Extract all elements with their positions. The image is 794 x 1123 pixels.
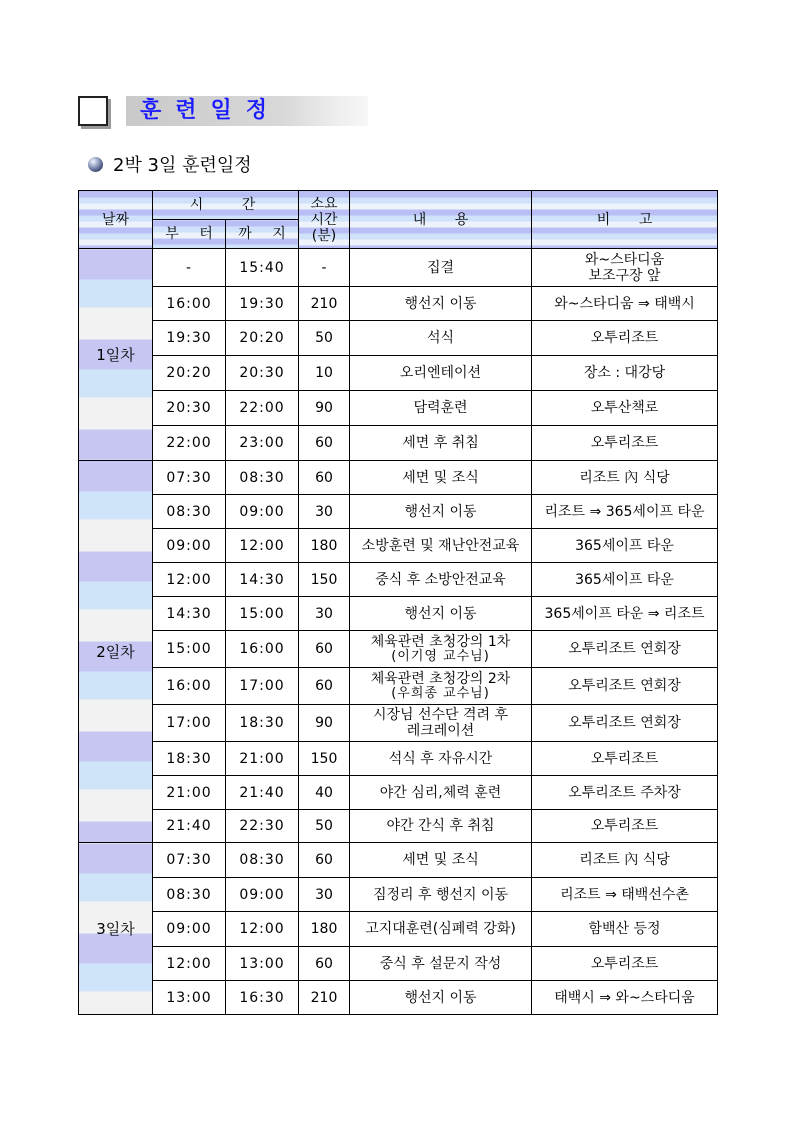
table-row xyxy=(79,249,718,287)
time-from-text: 09:00 xyxy=(166,921,212,937)
table-row xyxy=(79,843,718,878)
time-to-text: 23:00 xyxy=(239,435,285,451)
activity-content xyxy=(350,563,532,597)
activity-content-text: 행선지 이동 xyxy=(404,503,477,520)
duration-minutes xyxy=(299,668,350,705)
time-from xyxy=(153,249,226,287)
remark xyxy=(532,287,718,321)
time-to-text: 22:00 xyxy=(239,400,285,416)
duration-minutes xyxy=(299,912,350,947)
duration-minutes xyxy=(299,742,350,776)
activity-content-text: 오리엔테이션 xyxy=(399,365,482,381)
table-row xyxy=(79,391,718,426)
activity-content xyxy=(350,668,532,705)
remark-text: 장소 : 대강당 xyxy=(583,365,666,381)
time-to-text: 08:30 xyxy=(239,469,285,486)
header-time xyxy=(153,191,299,220)
time-to-text: 15:00 xyxy=(239,605,285,622)
remark-text: 태백시 ⇒ 와~스타디움 xyxy=(554,989,695,1006)
table-row xyxy=(79,631,718,668)
remark xyxy=(532,742,718,776)
time-from-text: 09:00 xyxy=(166,537,212,554)
activity-content xyxy=(350,495,532,529)
remark xyxy=(532,321,718,356)
duration-minutes xyxy=(299,810,350,843)
remark-text: 리조트 內 식당 xyxy=(579,469,670,486)
duration-minutes xyxy=(299,495,350,529)
time-to-text: 12:00 xyxy=(239,537,285,554)
duration-minutes xyxy=(299,287,350,321)
time-to-text: 20:20 xyxy=(239,330,285,346)
time-to xyxy=(226,810,299,843)
activity-content xyxy=(350,912,532,947)
duration-minutes xyxy=(299,981,350,1015)
remark-text: 리조트 內 식당 xyxy=(579,852,670,868)
time-from-text: 16:00 xyxy=(166,678,212,694)
time-to xyxy=(226,843,299,878)
remark-text: 함백산 등정 xyxy=(588,921,661,937)
header-date-label: 날짜 xyxy=(101,211,130,228)
activity-content-text: 석식 xyxy=(426,330,455,346)
duration-minutes-text: 30 xyxy=(315,886,333,903)
activity-content xyxy=(350,529,532,563)
time-from xyxy=(153,705,226,742)
duration-minutes xyxy=(299,843,350,878)
remark xyxy=(532,529,718,563)
table-row xyxy=(79,947,718,981)
activity-note: (이기영 교수님) xyxy=(391,649,490,664)
table-row xyxy=(79,461,718,495)
activity-content-text: 체육관련 초청강의 1차 xyxy=(370,634,511,650)
activity-content-text: 행선지 이동 xyxy=(404,295,477,312)
time-from-text: 19:30 xyxy=(166,330,212,346)
remark-text: 와~스타디움 ⇒ 태백시 xyxy=(554,295,695,312)
activity-content-text: 담력훈련 xyxy=(413,400,468,416)
remark-text: 오투리조트 연회장 xyxy=(568,678,681,694)
duration-minutes-text: 60 xyxy=(315,469,333,486)
time-from-text: 21:40 xyxy=(166,818,212,834)
remark xyxy=(532,912,718,947)
table-row xyxy=(79,356,718,391)
time-to-text: 08:30 xyxy=(239,852,285,868)
remark xyxy=(532,947,718,981)
time-from-text: 13:00 xyxy=(166,989,212,1006)
activity-content xyxy=(350,705,532,742)
time-to xyxy=(226,668,299,705)
activity-content-text: 행선지 이동 xyxy=(404,605,477,622)
activity-content xyxy=(350,843,532,878)
duration-minutes xyxy=(299,597,350,631)
remark-text: 오투리조트 xyxy=(590,818,659,834)
remark xyxy=(532,426,718,461)
remark-text: 오투리조트 xyxy=(590,330,659,346)
time-from-text: 17:00 xyxy=(166,715,212,731)
time-to xyxy=(226,249,299,287)
time-to-text: 22:30 xyxy=(239,818,285,834)
activity-content xyxy=(350,249,532,287)
remark-text: 오투리조트 xyxy=(590,750,659,767)
time-to xyxy=(226,356,299,391)
activity-content xyxy=(350,810,532,843)
sphere-bullet-icon xyxy=(88,157,103,172)
time-from xyxy=(153,426,226,461)
time-from xyxy=(153,981,226,1015)
time-from-text: 22:00 xyxy=(166,435,212,451)
time-from-text: 18:30 xyxy=(166,750,212,767)
duration-minutes xyxy=(299,356,350,391)
remark xyxy=(532,705,718,742)
time-from-text: - xyxy=(185,259,193,276)
time-to-text: 19:30 xyxy=(239,295,285,312)
remark-text: 오투리조트 연회장 xyxy=(568,641,681,657)
table-row xyxy=(79,742,718,776)
header-date xyxy=(79,191,153,249)
time-from xyxy=(153,776,226,810)
time-from xyxy=(153,461,226,495)
remark-text: 오투리조트 xyxy=(590,955,659,972)
activity-content xyxy=(350,287,532,321)
time-to xyxy=(226,631,299,668)
day-label: 2일차 xyxy=(79,461,153,843)
table-row xyxy=(79,529,718,563)
time-to xyxy=(226,529,299,563)
time-from-text: 12:00 xyxy=(166,955,212,972)
time-to xyxy=(226,321,299,356)
remark xyxy=(532,391,718,426)
time-to-text: 20:30 xyxy=(239,365,285,381)
duration-minutes xyxy=(299,631,350,668)
remark xyxy=(532,668,718,705)
activity-content-text: 행선지 이동 xyxy=(404,989,477,1006)
time-to-text: 14:30 xyxy=(239,571,285,588)
time-from xyxy=(153,878,226,912)
table-row xyxy=(79,321,718,356)
time-from xyxy=(153,563,226,597)
header-duration-line3: (분) xyxy=(311,227,337,244)
header-from-label: 부 터 xyxy=(165,226,213,242)
activity-content xyxy=(350,776,532,810)
time-to xyxy=(226,287,299,321)
day-label: 1일차 xyxy=(79,249,153,461)
remark-text: 리조트 ⇒ 태백선수촌 xyxy=(560,886,689,903)
activity-content-text: 세면 및 조식 xyxy=(402,852,479,868)
table-row xyxy=(79,810,718,843)
header-remarks-label: 비 고 xyxy=(596,211,653,228)
section-title-bar xyxy=(126,96,368,126)
header-content xyxy=(350,191,532,249)
remark-text: 리조트 ⇒ 365세이프 타운 xyxy=(544,503,705,520)
duration-minutes xyxy=(299,461,350,495)
activity-content xyxy=(350,597,532,631)
time-to xyxy=(226,912,299,947)
day-label: 3일차 xyxy=(79,843,153,1015)
remark-text: 오투리조트 xyxy=(590,435,659,451)
table-row xyxy=(79,426,718,461)
header-duration-line2: 시간 xyxy=(310,211,338,228)
time-from xyxy=(153,529,226,563)
duration-minutes xyxy=(299,249,350,287)
time-from xyxy=(153,843,226,878)
activity-content xyxy=(350,391,532,426)
time-to xyxy=(226,597,299,631)
activity-content xyxy=(350,878,532,912)
duration-minutes-text: 30 xyxy=(315,503,333,520)
time-from-text: 08:30 xyxy=(166,503,212,520)
time-to xyxy=(226,426,299,461)
time-to-text: 21:40 xyxy=(239,784,285,801)
duration-minutes-text: - xyxy=(321,259,327,276)
activity-note: (우희종 교수님) xyxy=(391,686,490,701)
duration-minutes-text: 90 xyxy=(315,400,333,416)
header-from xyxy=(153,220,226,249)
duration-minutes xyxy=(299,391,350,426)
activity-content-text: 소방훈련 및 재난안전교육 xyxy=(361,537,520,554)
duration-minutes xyxy=(299,321,350,356)
time-to xyxy=(226,776,299,810)
time-to xyxy=(226,742,299,776)
time-from xyxy=(153,631,226,668)
duration-minutes-text: 180 xyxy=(310,537,338,554)
time-from xyxy=(153,287,226,321)
remark xyxy=(532,776,718,810)
time-from xyxy=(153,912,226,947)
table-row xyxy=(79,878,718,912)
remark xyxy=(532,981,718,1015)
remark xyxy=(532,356,718,391)
duration-minutes-text: 30 xyxy=(315,605,333,622)
time-to xyxy=(226,461,299,495)
duration-minutes-text: 60 xyxy=(315,852,333,868)
remark xyxy=(532,631,718,668)
activity-content xyxy=(350,321,532,356)
table-row xyxy=(79,668,718,705)
table-row xyxy=(79,912,718,947)
time-to xyxy=(226,878,299,912)
duration-minutes xyxy=(299,947,350,981)
time-from-text: 08:30 xyxy=(166,886,212,903)
section-heading xyxy=(78,96,368,129)
schedule-table xyxy=(78,190,718,1015)
duration-minutes-text: 150 xyxy=(310,571,338,588)
remark xyxy=(532,461,718,495)
activity-content xyxy=(350,461,532,495)
time-to-text: 16:00 xyxy=(239,641,285,657)
header-to xyxy=(226,220,299,249)
header-to-label: 까 지 xyxy=(238,226,286,242)
duration-minutes-text: 60 xyxy=(315,435,333,451)
activity-content-text: 야간 간식 후 취침 xyxy=(386,818,495,834)
time-to xyxy=(226,981,299,1015)
remark-text: 365세이프 타운 ⇒ 리조트 xyxy=(544,605,705,622)
activity-content xyxy=(350,742,532,776)
time-from xyxy=(153,668,226,705)
checkbox-square-icon xyxy=(78,96,108,126)
time-to-text: 15:40 xyxy=(239,259,285,276)
activity-content-text: 세면 및 조식 xyxy=(402,469,479,486)
duration-minutes-text: 210 xyxy=(310,989,338,1006)
time-to-text: 13:00 xyxy=(239,955,285,972)
time-from-text: 20:20 xyxy=(166,365,212,381)
table-row xyxy=(79,705,718,742)
time-from-text: 16:00 xyxy=(166,295,212,312)
time-from xyxy=(153,597,226,631)
remark-text: 오투산책로 xyxy=(590,400,659,416)
time-from-text: 12:00 xyxy=(166,571,212,588)
activity-content xyxy=(350,356,532,391)
remark xyxy=(532,495,718,529)
duration-minutes-text: 60 xyxy=(315,955,333,972)
remark-text: 365세이프 타운 xyxy=(575,571,674,588)
activity-content-text: 체육관련 초청강의 2차 xyxy=(370,671,511,687)
remark-text: 오투리조트 주차장 xyxy=(568,784,681,801)
activity-content xyxy=(350,426,532,461)
remark-line2: 보조구장 앞 xyxy=(588,267,661,284)
time-to-text: 17:00 xyxy=(239,678,285,694)
time-to-text: 18:30 xyxy=(239,715,285,731)
duration-minutes-text: 50 xyxy=(315,330,333,346)
time-from xyxy=(153,810,226,843)
activity-content-text: 야간 심리,체력 훈련 xyxy=(379,784,502,801)
time-to xyxy=(226,947,299,981)
duration-minutes-text: 60 xyxy=(315,678,333,694)
header-time-label: 시 간 xyxy=(189,197,262,213)
time-from xyxy=(153,947,226,981)
time-from-text: 14:30 xyxy=(166,605,212,622)
activity-content xyxy=(350,631,532,668)
activity-content-text: 시장님 선수단 격려 후 xyxy=(372,707,509,723)
time-from-text: 21:00 xyxy=(166,784,212,801)
remark xyxy=(532,810,718,843)
time-to-text: 16:30 xyxy=(239,989,285,1006)
table-row xyxy=(79,776,718,810)
sub-heading-text: 2박 3일 훈련일정 xyxy=(113,155,252,176)
time-from xyxy=(153,391,226,426)
duration-minutes xyxy=(299,776,350,810)
table-row xyxy=(79,287,718,321)
remark-text: 365세이프 타운 xyxy=(575,537,674,554)
time-from-text: 07:30 xyxy=(166,469,212,486)
time-to-text: 09:00 xyxy=(239,886,285,903)
header-content-label: 내 용 xyxy=(412,211,469,228)
time-from xyxy=(153,356,226,391)
time-to xyxy=(226,495,299,529)
table-row xyxy=(79,981,718,1015)
remark-text: 오투리조트 연회장 xyxy=(568,715,681,731)
remark xyxy=(532,563,718,597)
time-to-text: 12:00 xyxy=(239,921,285,937)
remark xyxy=(532,597,718,631)
time-to-text: 09:00 xyxy=(239,503,285,520)
remark xyxy=(532,878,718,912)
header-duration-line1: 소요 xyxy=(310,195,338,212)
duration-minutes xyxy=(299,563,350,597)
time-from xyxy=(153,495,226,529)
duration-minutes-text: 40 xyxy=(315,784,333,801)
activity-content xyxy=(350,981,532,1015)
time-to xyxy=(226,563,299,597)
time-from-text: 15:00 xyxy=(166,641,212,657)
activity-content-text: 집결 xyxy=(426,259,455,276)
activity-content xyxy=(350,947,532,981)
activity-content-text: 석식 후 자유시간 xyxy=(388,750,493,767)
section-title: 훈련일정 xyxy=(140,98,282,123)
table-row xyxy=(79,563,718,597)
duration-minutes xyxy=(299,426,350,461)
remark xyxy=(532,249,718,287)
header-remarks xyxy=(532,191,718,249)
time-from-text: 07:30 xyxy=(166,852,212,868)
table-row xyxy=(79,597,718,631)
activity-content-text: 짐정리 후 행선지 이동 xyxy=(372,886,509,903)
duration-minutes xyxy=(299,705,350,742)
duration-minutes-text: 10 xyxy=(315,365,333,381)
activity-note: 레크레이션 xyxy=(406,723,475,739)
activity-content-text: 중식 후 소방안전교육 xyxy=(375,571,506,588)
duration-minutes-text: 210 xyxy=(310,295,338,312)
time-from xyxy=(153,742,226,776)
duration-minutes-text: 150 xyxy=(310,750,338,767)
remark-text: 와~스타디움 xyxy=(584,251,665,268)
time-to-text: 21:00 xyxy=(239,750,285,767)
duration-minutes xyxy=(299,878,350,912)
duration-minutes-text: 50 xyxy=(315,818,333,834)
activity-content-text: 세면 후 취침 xyxy=(402,435,479,451)
remark xyxy=(532,843,718,878)
time-from-text: 20:30 xyxy=(166,400,212,416)
header-duration xyxy=(299,191,350,249)
table-row xyxy=(79,495,718,529)
time-to xyxy=(226,705,299,742)
time-to xyxy=(226,391,299,426)
activity-content-text: 중식 후 설문지 작성 xyxy=(379,955,502,972)
activity-content-text: 고지대훈련(심폐력 강화) xyxy=(365,921,516,937)
duration-minutes-text: 90 xyxy=(315,715,333,731)
duration-minutes xyxy=(299,529,350,563)
sub-heading xyxy=(88,150,252,178)
duration-minutes-text: 60 xyxy=(315,641,333,657)
time-from xyxy=(153,321,226,356)
duration-minutes-text: 180 xyxy=(310,921,338,937)
